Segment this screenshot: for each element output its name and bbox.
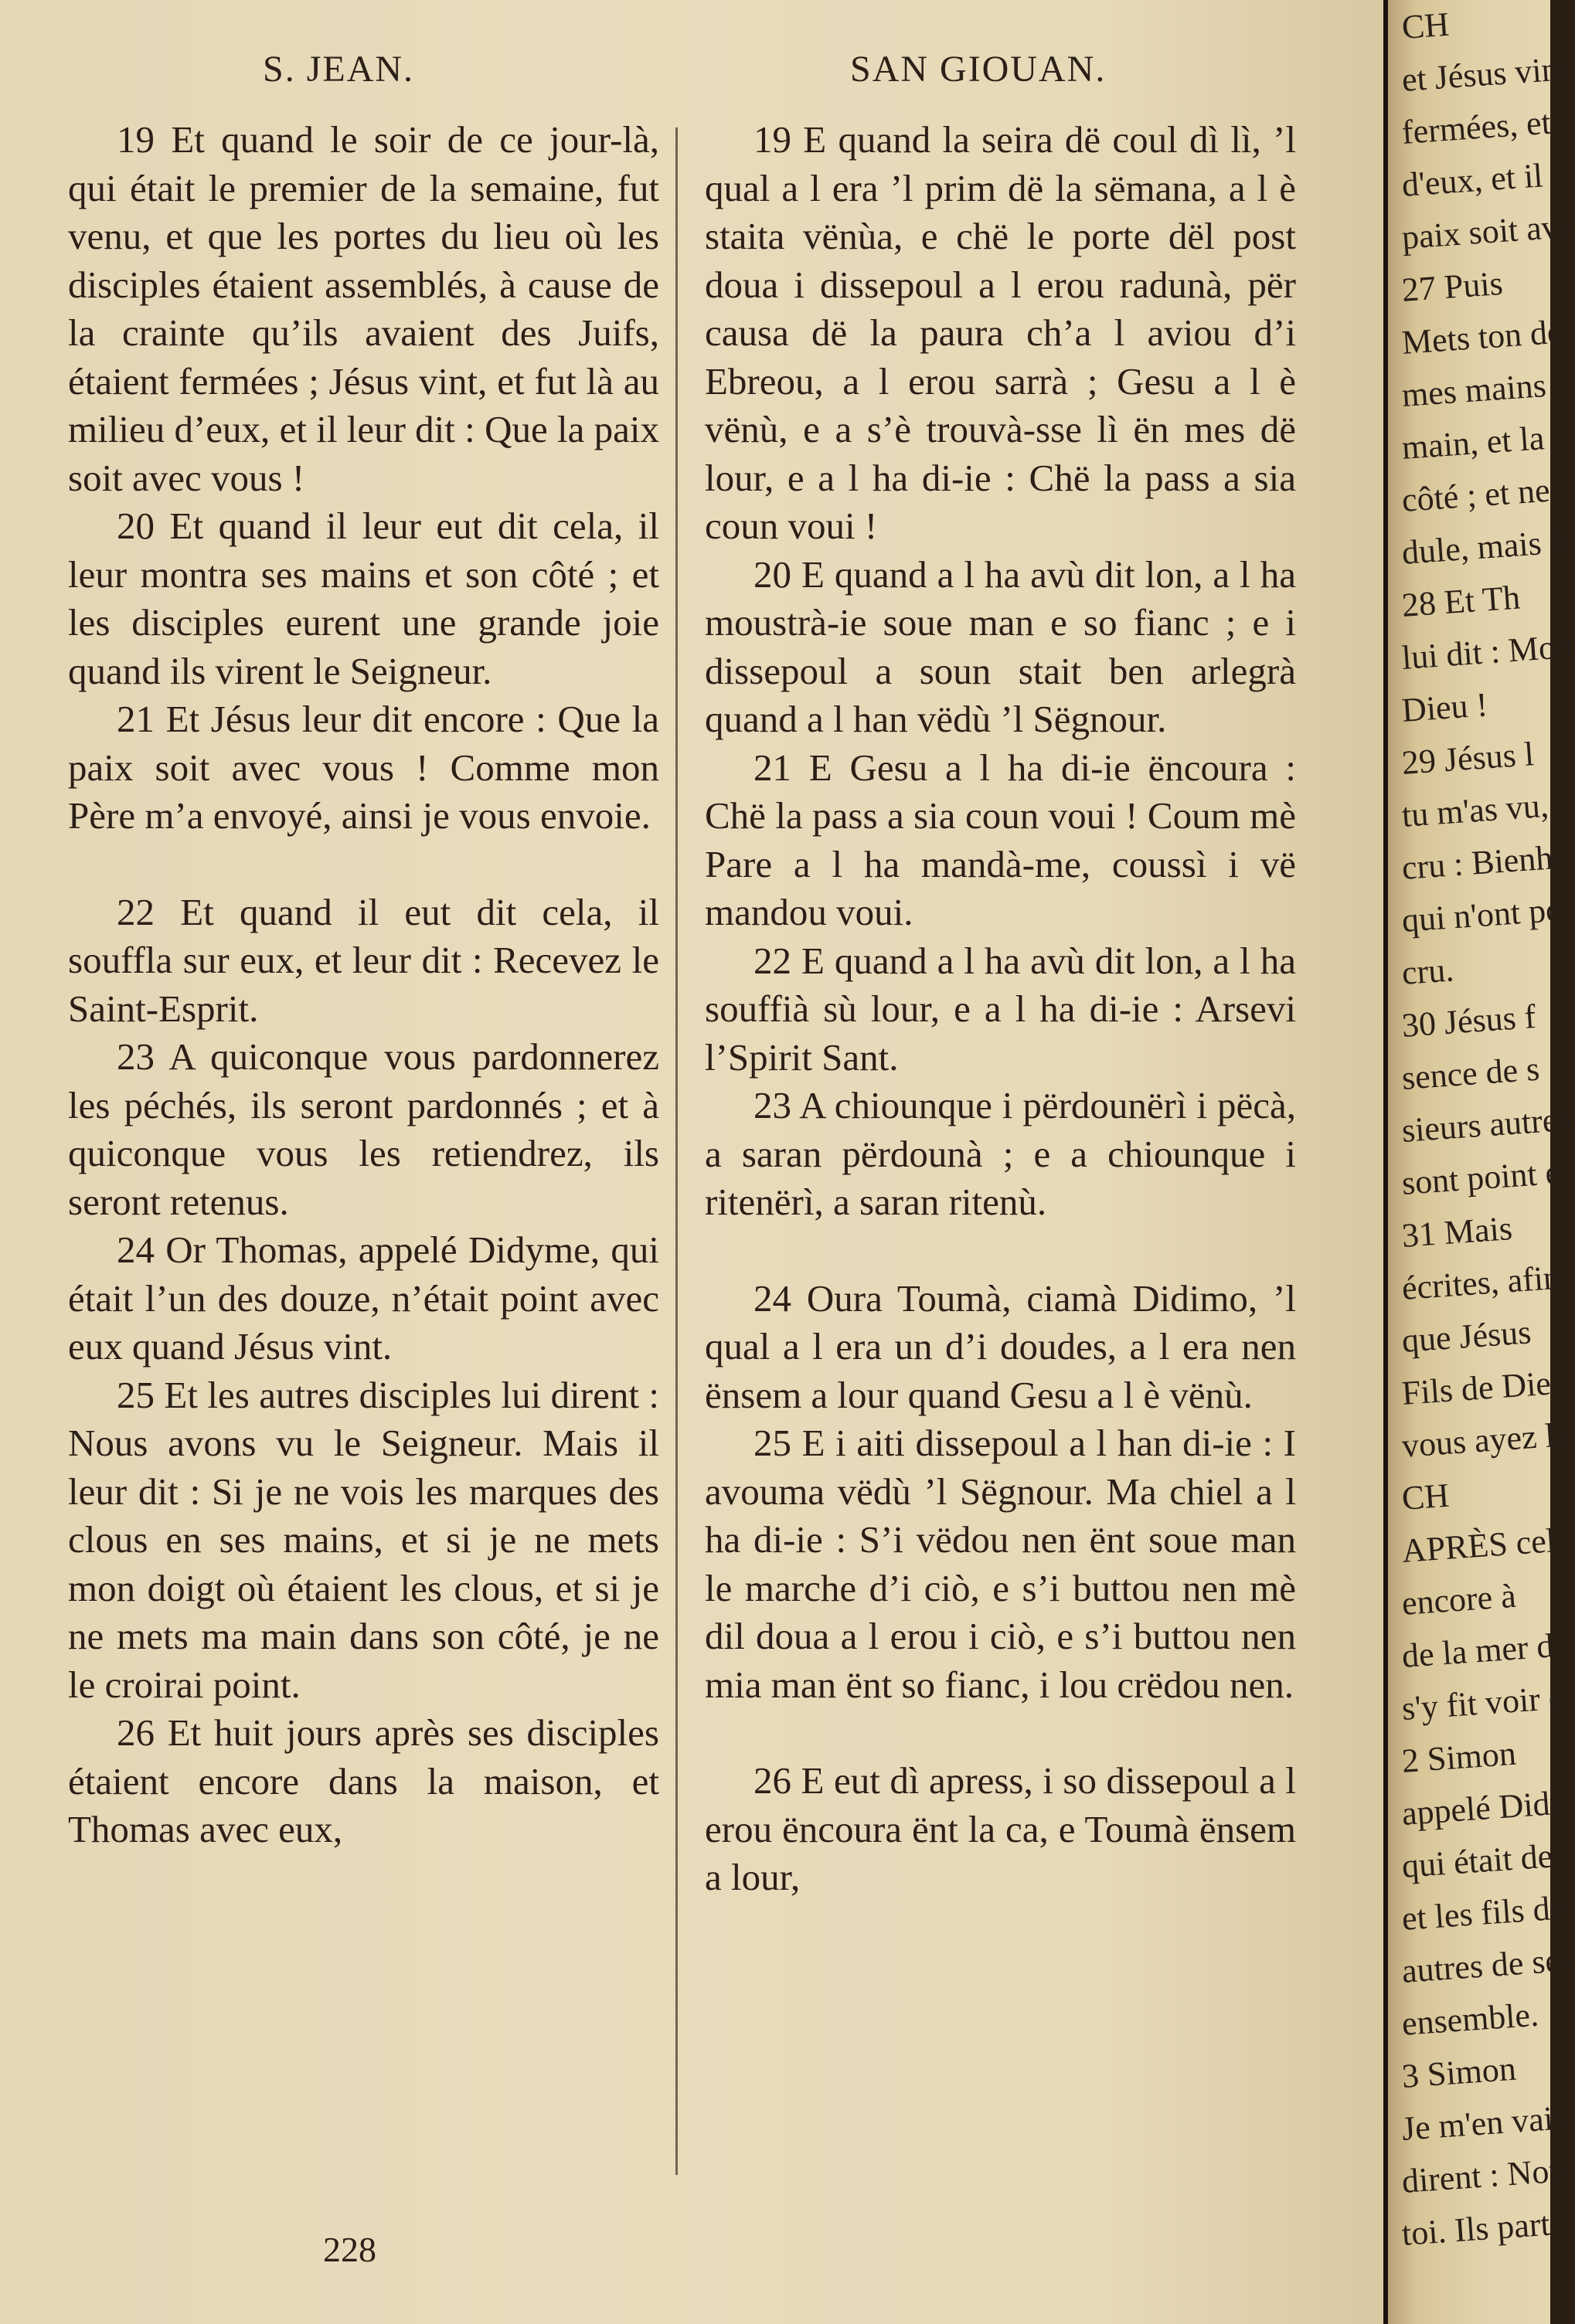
french-column (68, 116, 659, 1854)
verse-24-fr: 24 Or Thomas, appelé Didyme, qui était l’un des douze, n’était point avec eux quand Jésus vint. (68, 1228, 659, 1368)
verse-25-pms: 25 E i aiti dissepoul a l han di-ie : I avouma vëdù ’l Sëgnour. Ma chiel a l ha di-ie : S’i vëdou nen ënt soue man le marche d’i ciò, e s’i buttou nen mè dil doua a l erou i ciò, e s’i buttou nen mia man ënt so fianc, i lou crëdou nen. (705, 1422, 1296, 1706)
adjacent-page-line: cru : Bienhe (1400, 838, 1570, 887)
adjacent-page-line: qui était de (1400, 1836, 1554, 1885)
adjacent-page-line: encore à (1400, 1576, 1518, 1622)
adjacent-page-line: 3 Simon (1400, 2049, 1518, 2095)
adjacent-page-line: 29 Jésus l (1400, 735, 1536, 782)
adjacent-page-line: et Jésus vint (1400, 49, 1570, 99)
adjacent-page-line: vous ayez la (1400, 1415, 1571, 1465)
adjacent-page-line: sieurs autres (1400, 1099, 1572, 1150)
adjacent-page-line: appelé Didy (1400, 1783, 1569, 1833)
verse-23-fr: 23 A quiconque vous pardonnerez les péchés, ils seront pardonnés ; et à quiconque vous les retiendrez, ils seront retenus. (68, 1035, 659, 1223)
verse-21-fr: 21 Et Jésus leur dit encore : Que la paix soit avec vous ! Comme mon Père m’a envoyé, ainsi je vous envoie. (68, 698, 659, 837)
adjacent-page-line: 2 Simon (1400, 1734, 1518, 1780)
verse-22-fr: 22 Et quand il eut dit cela, il souffla sur eux, et leur dit : Recevez le Saint-Esprit. (68, 890, 659, 1030)
adjacent-page-line: paix soit ave (1400, 206, 1575, 257)
verse-26-pms: 26 E eut dì apress, i so dissepoul a l erou ëncoura ënt la ca, e Toumà ënsem a lour, (705, 1759, 1296, 1898)
verse-20-fr: 20 Et quand il leur eut dit cela, il leur montra ses mains et son côté ; et les disciples eurent une grande joie quand ils virent le Seigneur. (68, 505, 659, 692)
adjacent-page-line: APRÈS cel (1400, 1521, 1557, 1570)
adjacent-page-line: CH (1400, 5, 1451, 46)
adjacent-page-line: lui dit : Mon (1400, 627, 1574, 677)
piedmontese-column (705, 116, 1296, 1902)
verse-22-pms: 22 E quand a l ha avù dit lon, a l ha souffià sù lour, e a l ha di-ie : Arsevi l’Spirit Sant. (705, 939, 1296, 1079)
running-head-right: SAN GIOUAN. (850, 49, 1107, 90)
adjacent-page-line: côté ; et ne (1400, 471, 1552, 519)
adjacent-page-line: CH (1400, 1476, 1451, 1517)
adjacent-page-line: Mets ton do (1400, 312, 1566, 362)
adjacent-page-line: toi. Ils part (1400, 2204, 1552, 2253)
adjacent-page-line: écrites, afin (1400, 1258, 1562, 1307)
verse-19-pms: 19 E quand la seira dë coul dì lì, ’l qual a l era ’l prim dë la sëmana, a l è staita vënùa, e chë le porte dël post doua i dissepoul a l erou radunà, për causa dë la paura ch’a l aviou d’i Ebreou, a l erou sarrà ; Gesu a l è vënù, e a s’è trouvà-sse lì ën mes dë lour, e a l ha di-ie : Chë la pass a sia coun voui ! (705, 118, 1296, 547)
verse-25-fr: 25 Et les autres disciples lui dirent : Nous avons vu le Seigneur. Mais il leur dit : Si je ne vois les marques des clous en ses mains, et si je ne mets mon doigt où étaient les clous, et si je ne mets ma main dans son côté, je ne le croirai point. (68, 1373, 659, 1706)
verse-20-pms: 20 E quand a l ha avù dit lon, a l ha moustrà-ie soue man e so fianc ; e i dissepoul a soun stait ben arlegrà quand a l han vëdù ’l Sëgnour. (705, 552, 1296, 740)
verse-19-fr: 19 Et quand le soir de ce jour-là, qui était le premier de la semaine, fut venu, et que les portes du lieu où les disciples étaient assemblés, à cause de la crainte qu’ils avaient des Juifs, étaient fermées ; Jésus vint, et fut là au milieu d’eux, et il leur dit : Que la paix soit avec vous ! (68, 118, 659, 499)
adjacent-page-line: 31 Mais (1400, 1209, 1514, 1255)
adjacent-page-line: fermées, et (1400, 103, 1553, 151)
adjacent-page-line: 28 Et Th (1400, 578, 1522, 624)
adjacent-page-line: dirent : Nou (1400, 2151, 1567, 2200)
adjacent-page-line: s'y fit voir e (1400, 1678, 1565, 1728)
adjacent-page-line: tu m'as vu, (1400, 786, 1550, 834)
adjacent-page-line: qui n'ont po (1400, 890, 1564, 939)
adjacent-page-line: et les fils de (1400, 1888, 1566, 1938)
adjacent-page-line: dule, mais fi (1400, 522, 1572, 572)
adjacent-page-line: Fils de Die (1400, 1364, 1553, 1412)
adjacent-page-line: ensemble. (1400, 1995, 1540, 2043)
verse-24-pms: 24 Oura Toumà, ciamà Didimo, ’l qual a l era un d’i doudes, a l era nen ënsem a lour quand Gesu a l è vënù. (705, 1276, 1296, 1416)
adjacent-page-line: 30 Jésus f (1400, 997, 1537, 1045)
adjacent-page-edge (1383, 0, 1575, 2324)
verse-23-pms: 23 A chiounque i përdounërì i pëcà, a saran përdounà ; e a chiounque i ritenërì, a saran ritenù. (705, 1084, 1296, 1223)
adjacent-page-line: Dieu ! (1400, 685, 1489, 729)
adjacent-page-line: que Jésus (1400, 1313, 1532, 1360)
adjacent-page-line: d'eux, et il (1400, 156, 1544, 204)
verse-26-fr: 26 Et huit jours après ses disciples étaient encore dans la maison, et Thomas avec eux, (68, 1711, 659, 1850)
adjacent-page-line: sence de s (1400, 1049, 1541, 1097)
adjacent-page-line: 27 Puis (1400, 263, 1505, 309)
running-head-left: S. JEAN. (263, 49, 415, 90)
column-divider (675, 127, 678, 2175)
adjacent-page-line: Je m'en vais (1400, 2098, 1568, 2148)
verse-21-pms: 21 E Gesu a l ha di-ie ëncoura : Chë la pass a sia coun voui ! Coum mè Pare a l ha mandà-me, coussì i vë mandou voui. (705, 746, 1296, 933)
adjacent-page-line: de la mer d (1400, 1626, 1555, 1675)
adjacent-page-line: main, et la (1400, 419, 1546, 467)
adjacent-page-line: mes mains ; (1400, 365, 1566, 414)
adjacent-page-line: sont point é (1400, 1153, 1562, 1202)
page-number: 228 (323, 2230, 376, 2269)
adjacent-page-line: cru. (1400, 950, 1455, 992)
adjacent-page-line: autres de ses (1400, 1940, 1575, 1990)
